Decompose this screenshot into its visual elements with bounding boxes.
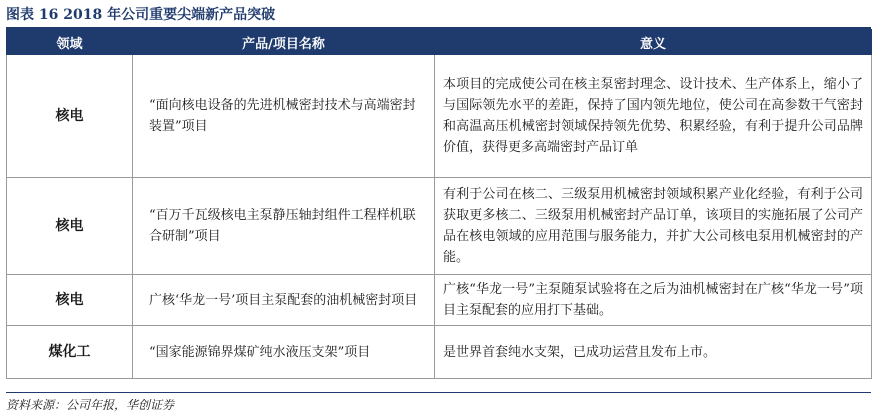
table-row — [7, 178, 872, 275]
product-cell: “国家能源锦界煤矿纯水液压支架”项目 — [133, 326, 435, 379]
product-cell: “面向核电设备的先进机械密封技术与高端密封装置”项目 — [133, 55, 435, 178]
domain-cell: 煤化工 — [7, 326, 133, 379]
table-row — [7, 55, 872, 178]
table-row — [7, 275, 872, 326]
header-product: 产品/项目名称 — [133, 30, 435, 55]
meaning-cell: 本项目的完成使公司在核主泵密封理念、设计技术、生产体系上，缩小了与国际领先水平的差距，保持了国内领先地位，使公司在高参数干气密封和高温高压机械密封领域保持领先优势、积累经验，有利于提升公司品牌价值，获得更多高端密封产品订单 — [435, 55, 872, 178]
table-row — [7, 326, 872, 379]
table-header-row — [7, 30, 872, 55]
domain-cell: 核电 — [7, 178, 133, 275]
product-cell: 广核‘华龙一号’项目主泵配套的油机械密封项目 — [133, 275, 435, 326]
header-domain: 领域 — [7, 30, 133, 55]
product-cell: “百万千瓦级核电主泵静压轴封组件工程样机联合研制”项目 — [133, 178, 435, 275]
header-meaning: 意义 — [435, 30, 872, 55]
bottom-divider — [6, 392, 871, 393]
meaning-cell: 是世界首套纯水支架，已成功运营且发布上市。 — [435, 326, 872, 379]
meaning-cell: 广核“华龙一号”主泵随泵试验将在之后为油机械密封在广核“华龙一号”项目主泵配套的应用打下基础。 — [435, 275, 872, 326]
domain-cell: 核电 — [7, 275, 133, 326]
products-table — [6, 29, 872, 379]
source-note: 资料来源：公司年报，华创证券 — [6, 398, 175, 412]
domain-cell: 核电 — [7, 55, 133, 178]
figure-title: 图表 16 2018 年公司重要尖端新产品突破 — [6, 7, 276, 23]
meaning-cell: 有利于公司在核二、三级泵用机械密封领域积累产业化经验，有利于公司获取更多核二、三级泵用机械密封产品订单，该项目的实施拓展了公司产品在核电领域的应用范围与服务能力，并扩大公司核电泵用机械密封的产能。 — [435, 178, 872, 275]
